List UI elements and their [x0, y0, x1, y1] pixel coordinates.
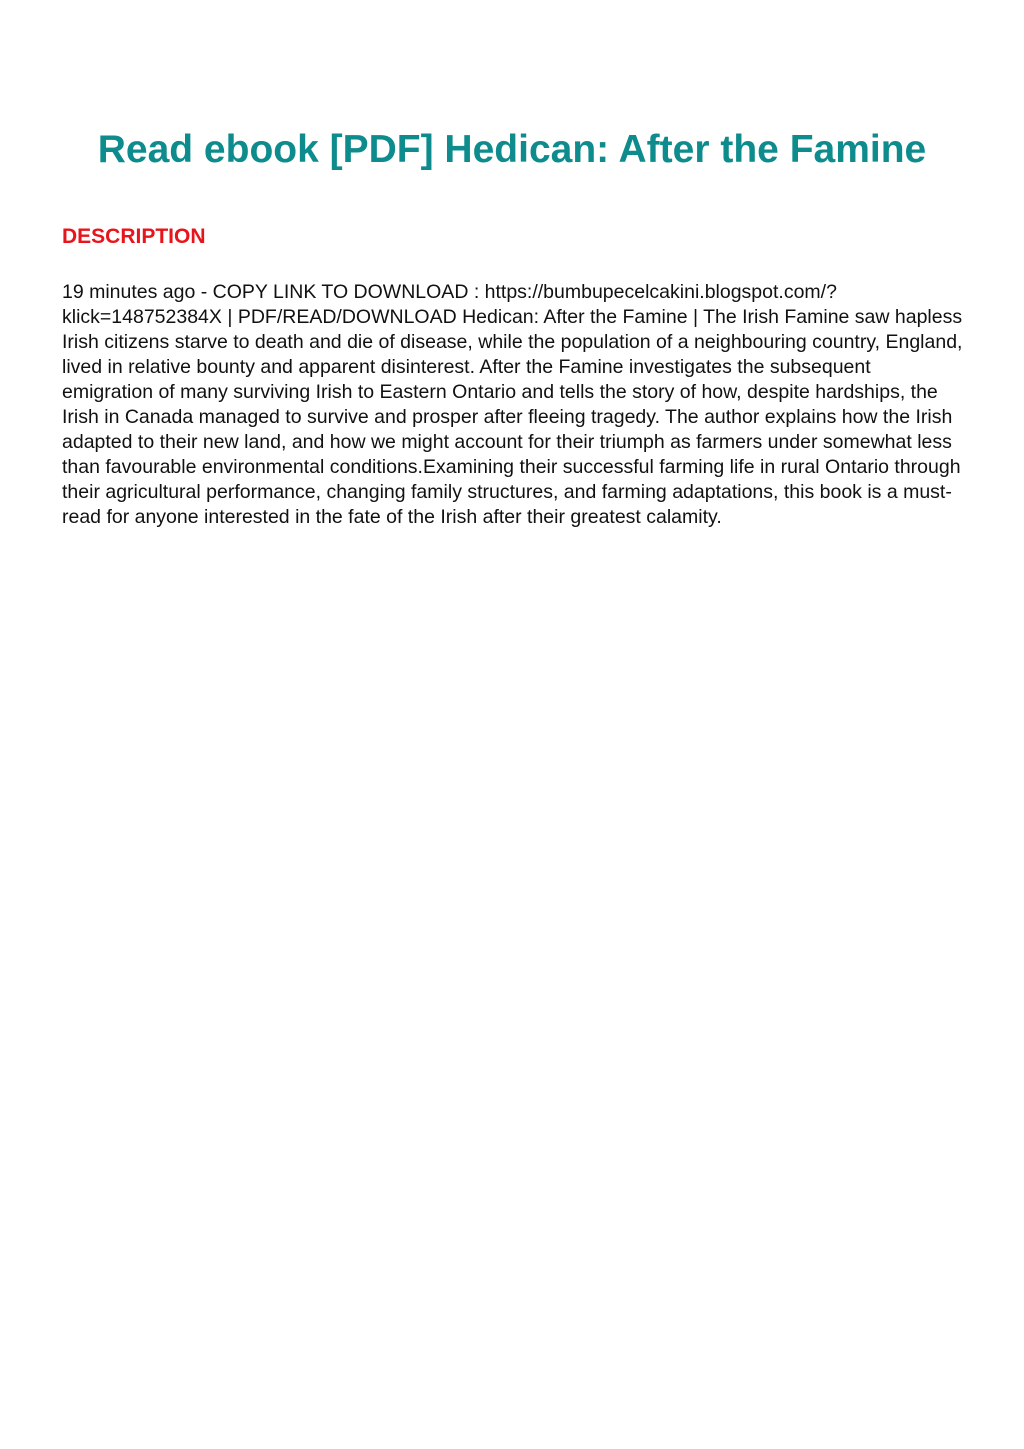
page-title: Read ebook [PDF] Hedican: After the Famine — [97, 128, 927, 171]
description-text: 19 minutes ago - COPY LINK TO DOWNLOAD : https://bumbupecelcakini.blogspot.com/?klick=148752384X | PDF/READ/DOWNLOAD Hedican: After the Famine | The Irish Famine saw hapless Irish citizens starve to death and die of disease, while the population of a neighbouring country, England, lived in relative bounty and apparent disinterest. After the Famine investigates the subsequent emigration of many surviving Irish to Eastern Ontario and tells the story of how, despite hardships, the Irish in Canada managed to survive and prosper after fleeing tragedy. The author explains how the Irish adapted to their new land, and how we might account for their triumph as farmers under somewhat less than favourable environmental conditions.Examining their successful farming life in rural Ontario through their agricultural performance, changing family structures, and farming adaptations, this book is a must-read for anyone interested in the fate of the Irish after their greatest calamity. — [62, 281, 963, 528]
description-heading: DESCRIPTION — [62, 225, 206, 248]
